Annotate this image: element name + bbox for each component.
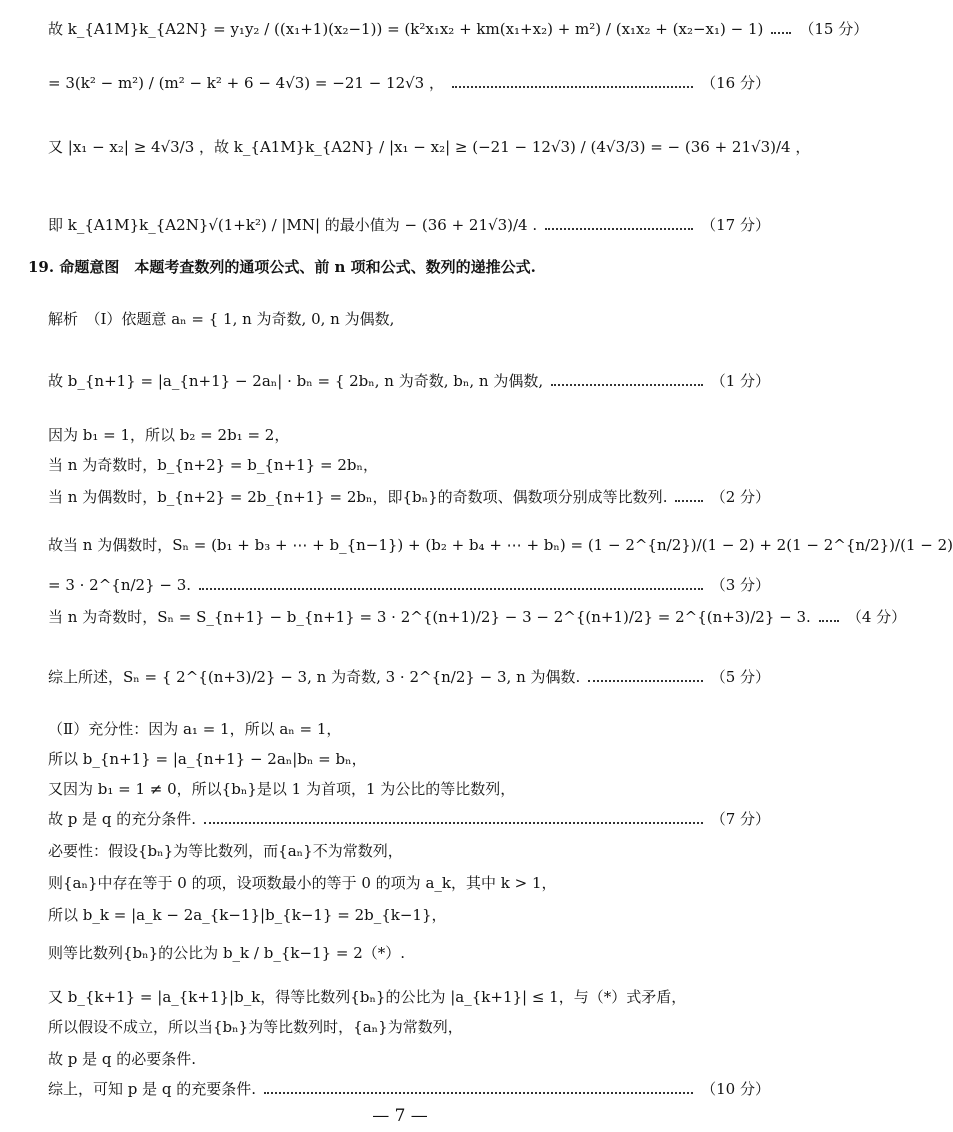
score-mark: （15 分）: [799, 20, 869, 38]
solution-line: [48, 778, 770, 799]
leader-dots: [819, 620, 839, 622]
solution-line: [48, 808, 770, 829]
solution-line: [48, 1078, 770, 1099]
leader-dots: [675, 500, 702, 502]
solution-line: [48, 370, 770, 391]
section-heading: [28, 256, 770, 277]
solution-line: [48, 574, 770, 595]
page-number: — 7 —: [372, 1106, 428, 1126]
leader-dots: [771, 32, 791, 34]
line-text: （Ⅱ）充分性：因为 a₁ = 1，所以 aₙ = 1，: [48, 720, 342, 738]
solution-line: [48, 1016, 770, 1037]
line-text: = 3(k² − m²) / (m² − k² + 6 − 4√3) = −21 − 12√3 ，: [48, 74, 444, 92]
solution-line: [48, 308, 770, 329]
line-text: 则等比数列{bₙ}的公比为 b_k / b_{k−1} = 2（*）.: [48, 944, 406, 962]
line-text: 故 p 是 q 的充分条件.: [48, 810, 197, 828]
solution-line: [48, 606, 907, 627]
solution-line: [48, 666, 770, 687]
line-text: 即 k_{A1M}k_{A2N}√(1+k²) / |MN| 的最小值为 − (36 + 21√3)/4 .: [48, 216, 538, 234]
score-mark: （5 分）: [710, 668, 770, 686]
line-text: 又因为 b₁ = 1 ≠ 0，所以{bₙ}是以 1 为首项，1 为公比的等比数列，: [48, 780, 516, 798]
score-mark: （3 分）: [710, 576, 770, 594]
solution-line: [48, 18, 869, 39]
solution-line: [48, 534, 953, 555]
line-text: 故 k_{A1M}k_{A2N} = y₁y₂ / ((x₁+1)(x₂−1)) = (k²x₁x₂ + km(x₁+x₂) + m²) / (x₁x₂ + (x₂−x₁) − 1): [48, 20, 764, 38]
line-text: = 3 · 2^{n/2} − 3.: [48, 575, 192, 594]
line-text: 当 n 为奇数时，Sₙ = S_{n+1} − b_{n+1} = 3 · 2^{(n+1)/2} − 3 − 2^{(n+1)/2} = 2^{(n+3)/2} − 3.: [48, 608, 811, 626]
solution-line: [48, 454, 770, 475]
leader-dots: [264, 1092, 693, 1094]
score-mark: （17 分）: [701, 216, 770, 234]
solution-line: [48, 214, 770, 235]
line-text: 故当 n 为偶数时，Sₙ = (b₁ + b₃ + ⋯ + b_{n−1}) + (b₂ + b₄ + ⋯ + bₙ) = (1 − 2^{n/2})/(1 − 2) + 2(1 − 2^{n/2})/(1 − 2): [48, 536, 953, 554]
line-text: 19. 命题意图 本题考查数列的通项公式、前 n 项和公式、数列的递推公式.: [28, 258, 536, 276]
line-text: 所以 b_k = |a_k − 2a_{k−1}|b_{k−1} = 2b_{k−1}，: [48, 906, 447, 924]
score-mark: （7 分）: [710, 810, 770, 828]
score-mark: （16 分）: [701, 74, 770, 92]
line-text: 综上，可知 p 是 q 的充要条件.: [48, 1080, 257, 1098]
score-mark: （1 分）: [710, 372, 770, 390]
solution-line: [48, 748, 770, 769]
line-text: 综上所述，Sₙ = { 2^{(n+3)/2} − 3, n 为奇数, 3 · 2^{n/2} − 3, n 为偶数.: [48, 668, 581, 686]
score-mark: （4 分）: [846, 608, 907, 626]
line-text: 当 n 为奇数时，b_{n+2} = b_{n+1} = 2bₙ，: [48, 456, 378, 474]
line-text: 故 b_{n+1} = |a_{n+1} − 2aₙ| · bₙ = { 2bₙ, n 为奇数, bₙ, n 为偶数,: [48, 372, 544, 390]
line-text: 又 b_{k+1} = |a_{k+1}|b_k，得等比数列{bₙ}的公比为 |a_{k+1}| ≤ 1，与（*）式矛盾，: [48, 988, 687, 1006]
leader-dots: [588, 680, 702, 682]
solution-line: [48, 72, 770, 93]
leader-dots: [204, 822, 703, 824]
solution-line: [48, 486, 770, 507]
solution-line: [48, 424, 770, 445]
leader-dots: [545, 228, 693, 230]
line-text: 解析 （Ⅰ）依题意 aₙ = { 1, n 为奇数, 0, n 为偶数,: [48, 310, 395, 328]
solution-line: [48, 904, 770, 925]
solution-line: [48, 942, 770, 963]
leader-dots: [551, 384, 703, 386]
line-text: 故 p 是 q 的必要条件.: [48, 1050, 197, 1068]
leader-dots: [452, 86, 693, 88]
solution-line: [48, 840, 770, 861]
score-mark: （2 分）: [710, 488, 770, 506]
solution-line: [48, 1048, 770, 1069]
line-text: 当 n 为偶数时，b_{n+2} = 2b_{n+1} = 2bₙ，即{bₙ}的奇数项、偶数项分别成等比数列.: [48, 488, 668, 506]
line-text: 因为 b₁ = 1，所以 b₂ = 2b₁ = 2，: [48, 426, 290, 444]
solution-line: [48, 136, 811, 157]
line-text: 则{aₙ}中存在等于 0 的项，设项数最小的等于 0 的项为 a_k，其中 k > 1，: [48, 874, 557, 892]
line-text: 所以 b_{n+1} = |a_{n+1} − 2aₙ|bₙ = bₙ，: [48, 750, 367, 768]
solution-line: [48, 872, 770, 893]
score-mark: （10 分）: [701, 1080, 770, 1098]
line-text: 必要性：假设{bₙ}为等比数列，而{aₙ}不为常数列，: [48, 842, 403, 860]
solution-line: [48, 986, 770, 1007]
solution-line: [48, 718, 770, 739]
line-text: 所以假设不成立，所以当{bₙ}为等比数列时，{aₙ}为常数列，: [48, 1018, 463, 1036]
leader-dots: [199, 588, 703, 590]
line-text: 又 |x₁ − x₂| ≥ 4√3/3 ，故 k_{A1M}k_{A2N} / |x₁ − x₂| ≥ (−21 − 12√3) / (4√3/3) = − (36 + 21√3)/4 ，: [48, 138, 811, 156]
